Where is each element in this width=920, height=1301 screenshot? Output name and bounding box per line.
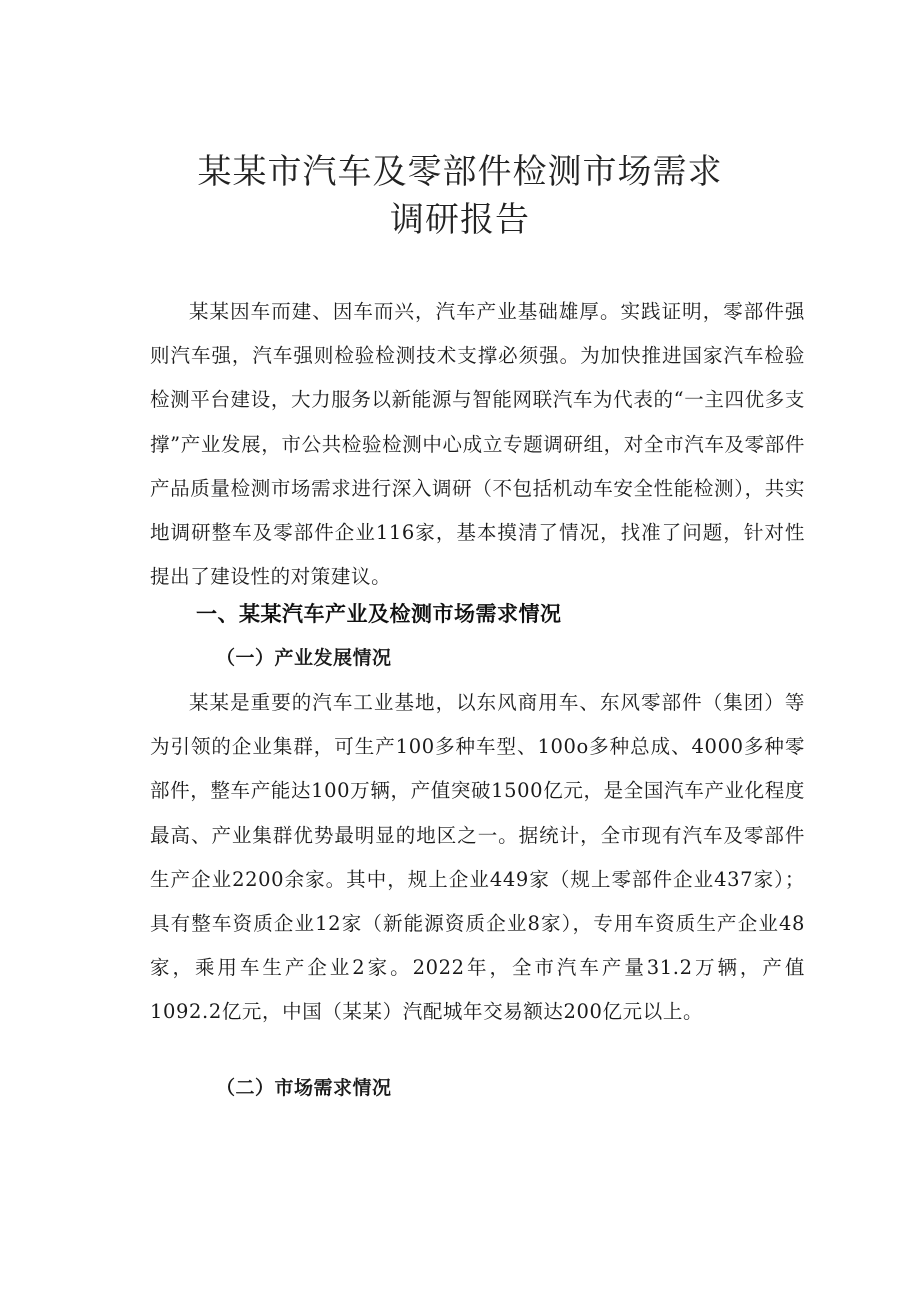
subsection-1-paragraph: 某某是重要的汽车工业基地，以东风商用车、东风零部件（集团）等为引领的企业集群，可生产100多种车型、100o多种总成、4000多种零部件，整车产能达100万辆，产值突破1500亿元，是全国汽车产业化程度最高、产业集群优势最明显的地区之一。据统计，全市现有汽车及零部件生产企业2200余家。其中，规上企业449家（规上零部件企业437家）；具有整车资质企业12家（新能源资质企业8家），专用车资质生产企业48家，乘用车生产企业2家。2022年，全市汽车产量31.2万辆，产值1092.2亿元，中国（某某）汽配城年交易额达200亿元以上。 <box>150 691 805 1024</box>
document-title-line-1: 某某市汽车及零部件检测市场需求 <box>197 152 723 192</box>
section-1-heading: 一、某某汽车产业及检测市场需求情况 <box>196 602 562 626</box>
subsection-1-heading: （一）产业发展情况 <box>216 647 392 669</box>
intro-paragraph: 某某因车而建、因车而兴，汽车产业基础雄厚。实践证明，零部件强则汽车强，汽车强则检验检测技术支撑必须强。为加快推进国家汽车检验检测平台建设，大力服务以新能源与智能网联汽车为代表的“一主四优多支撑”产业发展，市公共检验检测中心成立专题调研组，对全市汽车及零部件产品质量检测市场需求进行深入调研（不包括机动车安全性能检测），共实地调研整车及零部件企业116家，基本摸清了情况，找准了问题，针对性提出了建设性的对策建议。 <box>150 300 805 589</box>
document-title-line-2: 调研报告 <box>390 200 530 240</box>
subsection-2-heading: （二）市场需求情况 <box>216 1077 392 1099</box>
